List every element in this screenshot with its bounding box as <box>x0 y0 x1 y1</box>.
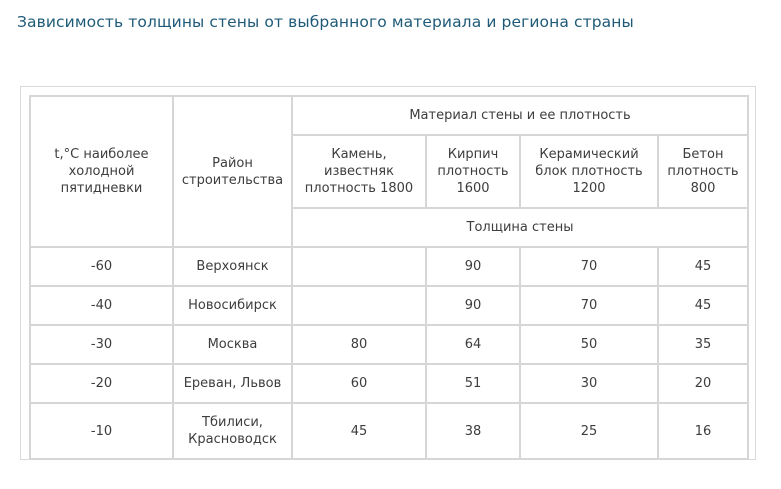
table-row <box>30 247 748 286</box>
header-material-group: Материал стены и ее плотность <box>292 96 748 135</box>
cell-region: Новосибирск <box>173 286 292 325</box>
cell-stone: 60 <box>292 364 426 403</box>
wall-thickness-table <box>29 95 749 460</box>
page-title: Зависимость толщины стены от выбранного материала и региона страны <box>17 13 634 31</box>
cell-ceramic: 25 <box>520 403 658 459</box>
header-material-concrete: Бетон плотность 800 <box>658 135 748 208</box>
cell-concrete: 35 <box>658 325 748 364</box>
header-temperature: t,°С наиболее холодной пятидневки <box>30 96 173 247</box>
cell-stone <box>292 247 426 286</box>
cell-region: Москва <box>173 325 292 364</box>
cell-concrete: 16 <box>658 403 748 459</box>
cell-brick: 90 <box>426 247 520 286</box>
cell-brick: 90 <box>426 286 520 325</box>
cell-ceramic: 70 <box>520 247 658 286</box>
table-row <box>30 403 748 459</box>
cell-ceramic: 70 <box>520 286 658 325</box>
cell-ceramic: 30 <box>520 364 658 403</box>
cell-brick: 38 <box>426 403 520 459</box>
header-thickness-group: Толщина стены <box>292 208 748 247</box>
table-row <box>30 364 748 403</box>
cell-temperature: -60 <box>30 247 173 286</box>
cell-temperature: -20 <box>30 364 173 403</box>
cell-brick: 64 <box>426 325 520 364</box>
cell-concrete: 20 <box>658 364 748 403</box>
cell-stone: 45 <box>292 403 426 459</box>
cell-concrete: 45 <box>658 247 748 286</box>
cell-stone: 80 <box>292 325 426 364</box>
cell-region: Тбилиси, Красноводск <box>173 403 292 459</box>
cell-temperature: -40 <box>30 286 173 325</box>
header-material-brick: Кирпич плотность 1600 <box>426 135 520 208</box>
cell-stone <box>292 286 426 325</box>
header-material-ceramic: Керамический блок плотность 1200 <box>520 135 658 208</box>
cell-brick: 51 <box>426 364 520 403</box>
cell-region: Ереван, Львов <box>173 364 292 403</box>
header-material-stone: Камень, известняк плотность 1800 <box>292 135 426 208</box>
header-region: Район строительства <box>173 96 292 247</box>
cell-ceramic: 50 <box>520 325 658 364</box>
table-row <box>30 325 748 364</box>
cell-temperature: -30 <box>30 325 173 364</box>
cell-temperature: -10 <box>30 403 173 459</box>
table-row <box>30 286 748 325</box>
cell-region: Верхоянск <box>173 247 292 286</box>
cell-concrete: 45 <box>658 286 748 325</box>
